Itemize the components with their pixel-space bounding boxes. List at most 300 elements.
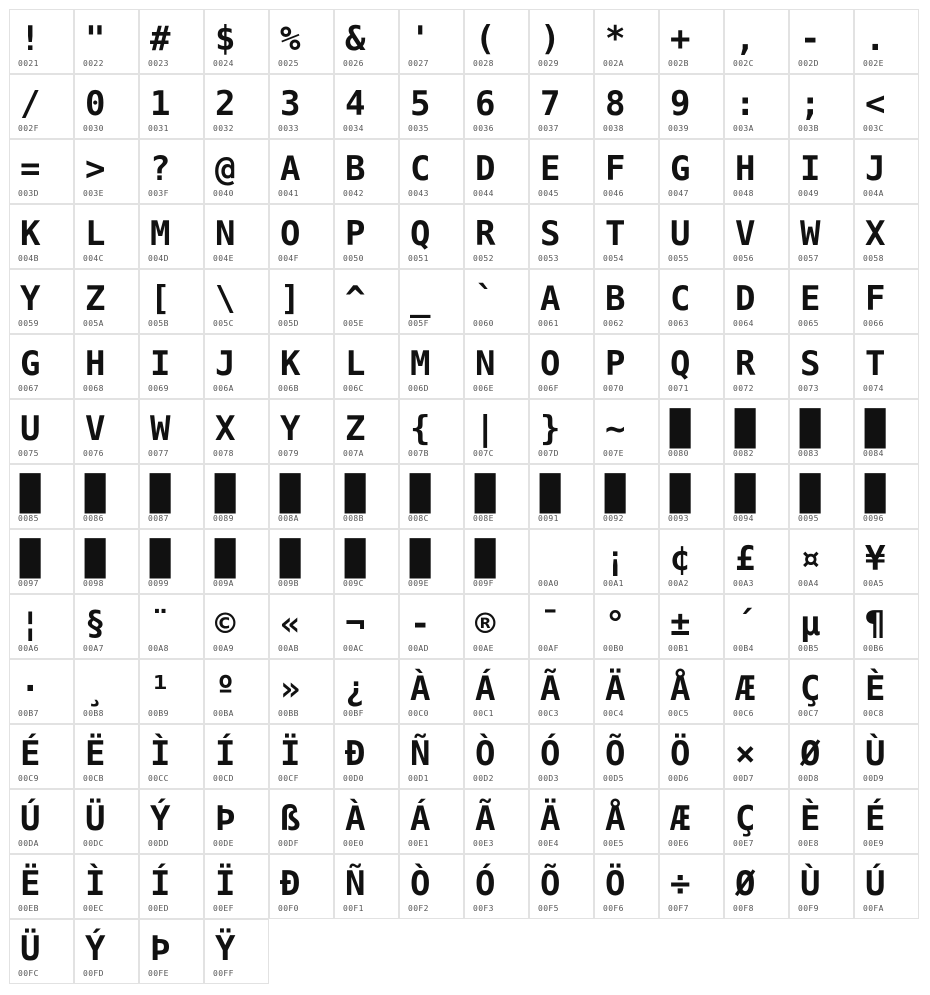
glyph-cell[interactable] bbox=[269, 854, 334, 919]
glyph-preview: ß bbox=[280, 799, 301, 839]
glyph-cell[interactable] bbox=[74, 724, 139, 789]
glyph-cell[interactable] bbox=[74, 594, 139, 659]
glyph-code-label: 0060 bbox=[473, 319, 494, 328]
glyph-cell[interactable] bbox=[204, 919, 269, 984]
glyph-cell[interactable] bbox=[789, 74, 854, 139]
glyph-cell[interactable] bbox=[204, 789, 269, 854]
glyph-cell[interactable] bbox=[269, 204, 334, 269]
glyph-preview: Ó bbox=[540, 734, 561, 774]
glyph-cell[interactable] bbox=[269, 789, 334, 854]
glyph-cell[interactable] bbox=[9, 919, 74, 984]
glyph-preview: H bbox=[735, 149, 756, 189]
glyph-preview: P bbox=[605, 344, 626, 384]
glyph-cell[interactable] bbox=[659, 399, 724, 464]
glyph-preview: O bbox=[540, 344, 561, 384]
glyph-cell[interactable] bbox=[139, 659, 204, 724]
glyph-cell[interactable] bbox=[659, 854, 724, 919]
glyph-cell[interactable] bbox=[334, 269, 399, 334]
glyph-cell[interactable] bbox=[854, 9, 919, 74]
glyph-code-label: 003D bbox=[18, 189, 39, 198]
glyph-code-label: 0053 bbox=[538, 254, 559, 263]
glyph-cell[interactable] bbox=[594, 334, 659, 399]
glyph-cell[interactable] bbox=[204, 854, 269, 919]
glyph-cell[interactable] bbox=[594, 464, 659, 529]
glyph-cell[interactable] bbox=[399, 789, 464, 854]
glyph-cell[interactable] bbox=[204, 74, 269, 139]
glyph-code-label: 00C7 bbox=[798, 709, 819, 718]
glyph-cell[interactable] bbox=[9, 9, 74, 74]
glyph-code-label: 008C bbox=[408, 514, 429, 523]
glyph-cell[interactable] bbox=[269, 139, 334, 204]
glyph-cell[interactable] bbox=[529, 854, 594, 919]
glyph-cell[interactable] bbox=[594, 724, 659, 789]
glyph-preview: P bbox=[345, 214, 366, 254]
glyph-cell[interactable] bbox=[269, 399, 334, 464]
glyph-code-label: 007B bbox=[408, 449, 429, 458]
glyph-cell[interactable] bbox=[399, 334, 464, 399]
glyph-cell[interactable] bbox=[74, 74, 139, 139]
glyph-cell[interactable] bbox=[139, 139, 204, 204]
glyph-cell[interactable] bbox=[529, 659, 594, 724]
glyph-code-label: 00CB bbox=[83, 774, 104, 783]
glyph-code-label: 00E9 bbox=[863, 839, 884, 848]
glyph-code-label: 0039 bbox=[668, 124, 689, 133]
glyph-cell[interactable] bbox=[659, 74, 724, 139]
glyph-cell[interactable] bbox=[594, 659, 659, 724]
glyph-code-label: 007C bbox=[473, 449, 494, 458]
glyph-cell[interactable] bbox=[659, 464, 724, 529]
glyph-cell[interactable] bbox=[204, 269, 269, 334]
glyph-cell[interactable] bbox=[854, 269, 919, 334]
glyph-cell[interactable] bbox=[74, 399, 139, 464]
glyph-code-label: 00D6 bbox=[668, 774, 689, 783]
glyph-cell[interactable] bbox=[334, 594, 399, 659]
glyph-cell[interactable] bbox=[529, 9, 594, 74]
glyph-preview: 5 bbox=[410, 84, 431, 124]
glyph-cell[interactable] bbox=[269, 724, 334, 789]
glyph-code-label: 0041 bbox=[278, 189, 299, 198]
glyph-cell[interactable] bbox=[854, 724, 919, 789]
glyph-cell[interactable] bbox=[399, 594, 464, 659]
glyph-code-label: 0091 bbox=[538, 514, 559, 523]
glyph-preview: È bbox=[800, 799, 821, 839]
glyph-cell[interactable] bbox=[724, 9, 789, 74]
glyph-cell[interactable] bbox=[334, 399, 399, 464]
glyph-cell[interactable] bbox=[529, 724, 594, 789]
glyph-cell[interactable] bbox=[139, 204, 204, 269]
glyph-code-label: 00BB bbox=[278, 709, 299, 718]
glyph-cell[interactable] bbox=[724, 334, 789, 399]
glyph-cell[interactable] bbox=[74, 919, 139, 984]
glyph-preview: Ë bbox=[85, 734, 106, 774]
glyph-cell[interactable] bbox=[724, 74, 789, 139]
glyph-cell[interactable] bbox=[659, 9, 724, 74]
glyph-preview: Ë bbox=[20, 864, 41, 904]
glyph-code-label: 0037 bbox=[538, 124, 559, 133]
glyph-cell[interactable] bbox=[139, 854, 204, 919]
glyph-preview: 1 bbox=[150, 84, 171, 124]
glyph-cell[interactable] bbox=[139, 334, 204, 399]
glyph-cell[interactable] bbox=[659, 204, 724, 269]
glyph-cell[interactable] bbox=[464, 464, 529, 529]
glyph-cell[interactable] bbox=[334, 724, 399, 789]
glyph-cell[interactable] bbox=[139, 594, 204, 659]
glyph-cell[interactable] bbox=[74, 659, 139, 724]
glyph-cell[interactable] bbox=[139, 269, 204, 334]
glyph-preview: Ú bbox=[20, 799, 41, 839]
glyph-cell[interactable] bbox=[854, 399, 919, 464]
glyph-preview: Z bbox=[85, 279, 106, 319]
glyph-cell[interactable] bbox=[789, 204, 854, 269]
glyph-code-label: 00A8 bbox=[148, 644, 169, 653]
glyph-cell[interactable] bbox=[854, 334, 919, 399]
glyph-cell[interactable] bbox=[789, 139, 854, 204]
glyph-cell[interactable] bbox=[789, 334, 854, 399]
glyph-code-label: 0040 bbox=[213, 189, 234, 198]
glyph-cell[interactable] bbox=[139, 9, 204, 74]
glyph-cell[interactable] bbox=[724, 529, 789, 594]
glyph-cell[interactable] bbox=[9, 529, 74, 594]
glyph-cell[interactable] bbox=[789, 269, 854, 334]
glyph-preview: A bbox=[280, 149, 301, 189]
glyph-preview: █ bbox=[85, 539, 106, 579]
glyph-cell[interactable] bbox=[269, 269, 334, 334]
glyph-cell[interactable] bbox=[204, 204, 269, 269]
glyph-preview: Ð bbox=[280, 864, 301, 904]
glyph-cell[interactable] bbox=[9, 789, 74, 854]
glyph-cell[interactable] bbox=[399, 139, 464, 204]
glyph-code-label: 00C6 bbox=[733, 709, 754, 718]
glyph-cell[interactable] bbox=[854, 204, 919, 269]
glyph-code-label: 0061 bbox=[538, 319, 559, 328]
glyph-cell[interactable] bbox=[464, 204, 529, 269]
glyph-cell[interactable] bbox=[74, 464, 139, 529]
glyph-cell[interactable] bbox=[334, 204, 399, 269]
glyph-cell[interactable] bbox=[204, 594, 269, 659]
glyph-cell[interactable] bbox=[659, 789, 724, 854]
glyph-preview: N bbox=[215, 214, 236, 254]
glyph-cell[interactable] bbox=[789, 659, 854, 724]
glyph-cell[interactable] bbox=[334, 139, 399, 204]
glyph-cell[interactable] bbox=[74, 139, 139, 204]
glyph-cell[interactable] bbox=[724, 204, 789, 269]
glyph-cell[interactable] bbox=[529, 594, 594, 659]
glyph-cell[interactable] bbox=[9, 464, 74, 529]
glyph-code-label: 00CF bbox=[278, 774, 299, 783]
glyph-preview: S bbox=[800, 344, 821, 384]
glyph-cell[interactable] bbox=[594, 529, 659, 594]
glyph-cell[interactable] bbox=[269, 9, 334, 74]
glyph-cell[interactable] bbox=[659, 724, 724, 789]
glyph-preview: · bbox=[20, 669, 41, 709]
glyph-cell[interactable] bbox=[74, 529, 139, 594]
glyph-cell[interactable] bbox=[464, 269, 529, 334]
glyph-cell[interactable] bbox=[464, 139, 529, 204]
glyph-preview: █ bbox=[280, 539, 301, 579]
glyph-preview: C bbox=[410, 149, 431, 189]
glyph-cell[interactable] bbox=[724, 789, 789, 854]
glyph-cell[interactable] bbox=[9, 724, 74, 789]
glyph-cell[interactable] bbox=[529, 789, 594, 854]
glyph-code-label: 00B5 bbox=[798, 644, 819, 653]
glyph-cell[interactable] bbox=[9, 204, 74, 269]
glyph-cell[interactable] bbox=[399, 9, 464, 74]
glyph-preview: A bbox=[540, 279, 561, 319]
glyph-cell[interactable] bbox=[204, 529, 269, 594]
glyph-code-label: 00E1 bbox=[408, 839, 429, 848]
glyph-cell[interactable] bbox=[204, 139, 269, 204]
glyph-preview: Y bbox=[280, 409, 301, 449]
glyph-cell[interactable] bbox=[854, 529, 919, 594]
glyph-cell[interactable] bbox=[139, 529, 204, 594]
glyph-cell[interactable] bbox=[594, 204, 659, 269]
glyph-cell[interactable] bbox=[204, 399, 269, 464]
glyph-cell[interactable] bbox=[789, 724, 854, 789]
glyph-cell[interactable] bbox=[399, 659, 464, 724]
glyph-cell[interactable] bbox=[529, 204, 594, 269]
glyph-cell[interactable] bbox=[659, 139, 724, 204]
glyph-code-label: 0033 bbox=[278, 124, 299, 133]
glyph-code-label: 006C bbox=[343, 384, 364, 393]
glyph-code-label: 003F bbox=[148, 189, 169, 198]
glyph-cell[interactable] bbox=[594, 789, 659, 854]
glyph-cell[interactable] bbox=[399, 399, 464, 464]
glyph-cell[interactable] bbox=[334, 659, 399, 724]
glyph-code-label: 006A bbox=[213, 384, 234, 393]
glyph-cell[interactable] bbox=[9, 269, 74, 334]
glyph-code-label: 00B4 bbox=[733, 644, 754, 653]
glyph-cell[interactable] bbox=[334, 74, 399, 139]
glyph-cell[interactable] bbox=[594, 854, 659, 919]
glyph-cell[interactable] bbox=[139, 919, 204, 984]
glyph-cell[interactable] bbox=[464, 399, 529, 464]
glyph-cell[interactable] bbox=[854, 74, 919, 139]
glyph-cell[interactable] bbox=[269, 74, 334, 139]
glyph-cell[interactable] bbox=[9, 139, 74, 204]
glyph-cell[interactable] bbox=[9, 399, 74, 464]
glyph-cell[interactable] bbox=[789, 854, 854, 919]
glyph-cell[interactable] bbox=[74, 269, 139, 334]
glyph-cell[interactable] bbox=[659, 659, 724, 724]
glyph-cell[interactable] bbox=[854, 594, 919, 659]
glyph-preview: @ bbox=[215, 149, 236, 189]
glyph-cell[interactable] bbox=[854, 659, 919, 724]
glyph-code-label: 002A bbox=[603, 59, 624, 68]
glyph-preview: ^ bbox=[345, 279, 366, 319]
glyph-code-label: 00D9 bbox=[863, 774, 884, 783]
glyph-cell[interactable] bbox=[594, 269, 659, 334]
glyph-preview: Ý bbox=[150, 799, 171, 839]
glyph-cell[interactable] bbox=[659, 529, 724, 594]
glyph-cell[interactable] bbox=[334, 464, 399, 529]
glyph-cell[interactable] bbox=[139, 74, 204, 139]
glyph-cell[interactable] bbox=[269, 334, 334, 399]
glyph-preview: } bbox=[540, 409, 561, 449]
glyph-cell[interactable] bbox=[269, 594, 334, 659]
glyph-preview: Ç bbox=[735, 799, 756, 839]
glyph-cell[interactable] bbox=[9, 334, 74, 399]
glyph-cell[interactable] bbox=[529, 464, 594, 529]
glyph-cell[interactable] bbox=[659, 594, 724, 659]
glyph-cell[interactable] bbox=[399, 724, 464, 789]
glyph-cell[interactable] bbox=[724, 464, 789, 529]
glyph-code-label: 0067 bbox=[18, 384, 39, 393]
glyph-preview: V bbox=[735, 214, 756, 254]
glyph-code-label: 00E8 bbox=[798, 839, 819, 848]
glyph-code-label: 0074 bbox=[863, 384, 884, 393]
glyph-cell[interactable] bbox=[724, 724, 789, 789]
glyph-cell[interactable] bbox=[204, 724, 269, 789]
glyph-cell[interactable] bbox=[139, 464, 204, 529]
glyph-cell[interactable] bbox=[269, 464, 334, 529]
glyph-cell[interactable] bbox=[724, 659, 789, 724]
glyph-preview: Ò bbox=[475, 734, 496, 774]
glyph-code-label: 00D8 bbox=[798, 774, 819, 783]
glyph-cell[interactable] bbox=[789, 789, 854, 854]
glyph-code-label: 006B bbox=[278, 384, 299, 393]
glyph-cell[interactable] bbox=[399, 464, 464, 529]
glyph-cell[interactable] bbox=[204, 659, 269, 724]
glyph-cell[interactable] bbox=[594, 594, 659, 659]
glyph-preview: Ï bbox=[280, 734, 301, 774]
glyph-cell[interactable] bbox=[789, 464, 854, 529]
glyph-cell[interactable] bbox=[139, 724, 204, 789]
glyph-cell[interactable] bbox=[594, 9, 659, 74]
glyph-cell[interactable] bbox=[464, 854, 529, 919]
glyph-cell[interactable] bbox=[464, 9, 529, 74]
glyph-cell[interactable] bbox=[399, 854, 464, 919]
glyph-cell[interactable] bbox=[204, 9, 269, 74]
glyph-cell[interactable] bbox=[724, 594, 789, 659]
glyph-cell[interactable] bbox=[269, 659, 334, 724]
glyph-preview: Q bbox=[670, 344, 691, 384]
glyph-cell[interactable] bbox=[594, 74, 659, 139]
glyph-code-label: 00FA bbox=[863, 904, 884, 913]
glyph-preview: | bbox=[475, 409, 496, 449]
glyph-code-label: 0029 bbox=[538, 59, 559, 68]
glyph-cell[interactable] bbox=[334, 9, 399, 74]
glyph-cell[interactable] bbox=[789, 9, 854, 74]
glyph-cell[interactable] bbox=[724, 854, 789, 919]
glyph-code-label: 0056 bbox=[733, 254, 754, 263]
glyph-cell[interactable] bbox=[594, 399, 659, 464]
glyph-preview: ÷ bbox=[670, 864, 691, 904]
glyph-code-label: 00BA bbox=[213, 709, 234, 718]
glyph-cell[interactable] bbox=[854, 854, 919, 919]
glyph-cell[interactable] bbox=[74, 334, 139, 399]
glyph-preview: : bbox=[735, 84, 756, 124]
glyph-cell[interactable] bbox=[724, 139, 789, 204]
glyph-cell[interactable] bbox=[529, 529, 594, 594]
glyph-code-label: 0026 bbox=[343, 59, 364, 68]
glyph-cell[interactable] bbox=[399, 204, 464, 269]
glyph-cell[interactable] bbox=[529, 399, 594, 464]
glyph-cell[interactable] bbox=[854, 464, 919, 529]
glyph-preview: Ø bbox=[800, 734, 821, 774]
glyph-cell[interactable] bbox=[464, 334, 529, 399]
glyph-cell[interactable] bbox=[74, 9, 139, 74]
glyph-cell[interactable] bbox=[789, 529, 854, 594]
glyph-cell[interactable] bbox=[724, 399, 789, 464]
glyph-preview: ¨ bbox=[150, 604, 171, 644]
glyph-cell[interactable] bbox=[529, 269, 594, 334]
glyph-cell[interactable] bbox=[74, 854, 139, 919]
glyph-preview: Í bbox=[150, 864, 171, 904]
glyph-cell[interactable] bbox=[659, 269, 724, 334]
glyph-preview: B bbox=[345, 149, 366, 189]
glyph-cell[interactable] bbox=[789, 399, 854, 464]
glyph-code-label: 00A9 bbox=[213, 644, 234, 653]
glyph-cell[interactable] bbox=[204, 464, 269, 529]
glyph-code-label: 00FD bbox=[83, 969, 104, 978]
glyph-cell[interactable] bbox=[464, 74, 529, 139]
glyph-cell[interactable] bbox=[529, 74, 594, 139]
glyph-preview: Þ bbox=[215, 799, 236, 839]
glyph-preview: █ bbox=[475, 474, 496, 514]
glyph-cell[interactable] bbox=[854, 139, 919, 204]
glyph-cell[interactable] bbox=[659, 334, 724, 399]
glyph-preview: 9 bbox=[670, 84, 691, 124]
glyph-cell[interactable] bbox=[9, 594, 74, 659]
glyph-cell[interactable] bbox=[139, 399, 204, 464]
glyph-cell[interactable] bbox=[464, 529, 529, 594]
glyph-preview: ® bbox=[475, 604, 496, 644]
glyph-cell[interactable] bbox=[334, 334, 399, 399]
glyph-code-label: 004E bbox=[213, 254, 234, 263]
glyph-code-label: 00E4 bbox=[538, 839, 559, 848]
glyph-cell[interactable] bbox=[399, 529, 464, 594]
glyph-cell[interactable] bbox=[399, 269, 464, 334]
glyph-preview: ° bbox=[605, 604, 626, 644]
glyph-cell[interactable] bbox=[74, 789, 139, 854]
glyph-cell[interactable] bbox=[269, 529, 334, 594]
glyph-preview: » bbox=[280, 669, 301, 709]
glyph-preview: ! bbox=[20, 19, 41, 59]
glyph-code-label: 009C bbox=[343, 579, 364, 588]
glyph-cell[interactable] bbox=[594, 139, 659, 204]
glyph-code-label: 0096 bbox=[863, 514, 884, 523]
glyph-cell[interactable] bbox=[204, 334, 269, 399]
glyph-code-label: 00DE bbox=[213, 839, 234, 848]
glyph-cell[interactable] bbox=[334, 529, 399, 594]
glyph-cell[interactable] bbox=[139, 789, 204, 854]
glyph-cell[interactable] bbox=[9, 659, 74, 724]
glyph-preview: █ bbox=[800, 474, 821, 514]
glyph-cell[interactable] bbox=[334, 789, 399, 854]
glyph-cell[interactable] bbox=[74, 204, 139, 269]
glyph-cell[interactable] bbox=[529, 139, 594, 204]
glyph-code-label: 0098 bbox=[83, 579, 104, 588]
glyph-cell[interactable] bbox=[854, 789, 919, 854]
glyph-cell[interactable] bbox=[464, 594, 529, 659]
glyph-cell[interactable] bbox=[9, 854, 74, 919]
glyph-cell[interactable] bbox=[789, 594, 854, 659]
glyph-code-label: 002B bbox=[668, 59, 689, 68]
glyph-preview: Ö bbox=[670, 734, 691, 774]
glyph-preview: º bbox=[215, 669, 236, 709]
glyph-preview: Ã bbox=[540, 669, 561, 709]
glyph-preview: ´ bbox=[735, 604, 756, 644]
glyph-cell[interactable] bbox=[464, 789, 529, 854]
glyph-cell[interactable] bbox=[529, 334, 594, 399]
glyph-cell[interactable] bbox=[464, 659, 529, 724]
glyph-cell[interactable] bbox=[9, 74, 74, 139]
glyph-cell[interactable] bbox=[334, 854, 399, 919]
glyph-cell[interactable] bbox=[464, 724, 529, 789]
glyph-code-label: 0078 bbox=[213, 449, 234, 458]
glyph-cell[interactable] bbox=[399, 74, 464, 139]
glyph-cell[interactable] bbox=[724, 269, 789, 334]
